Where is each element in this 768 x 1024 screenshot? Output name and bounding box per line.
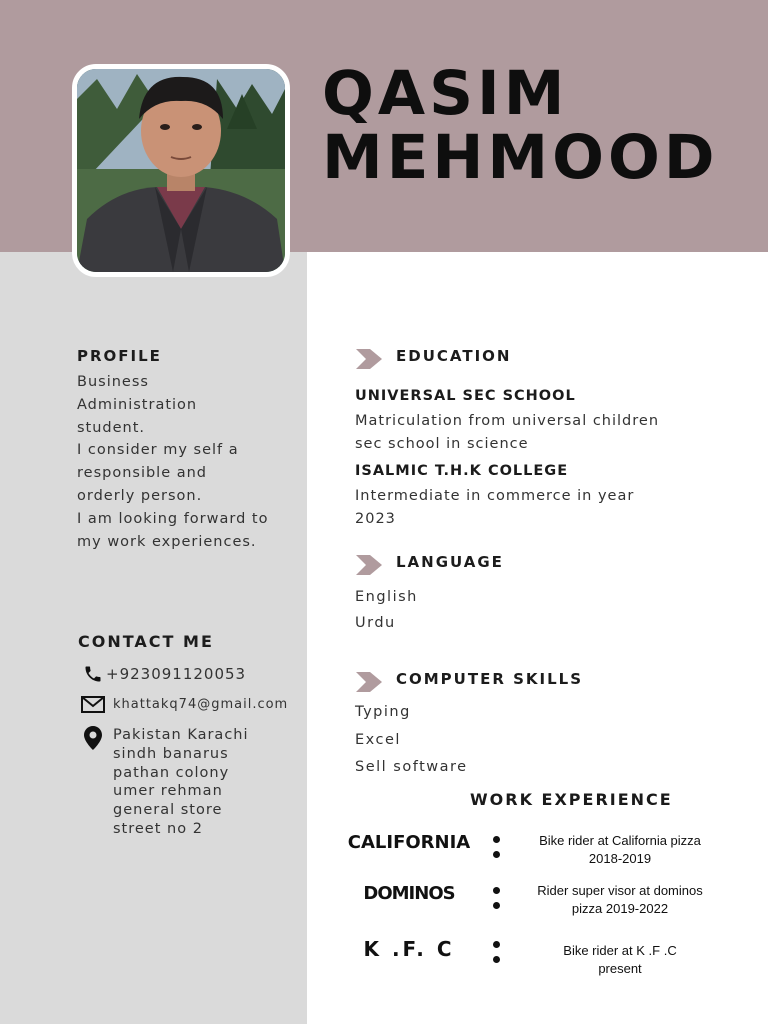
profile-line: my work experiences. bbox=[77, 533, 257, 550]
college-detail bbox=[355, 485, 634, 531]
separator-dots bbox=[493, 836, 501, 866]
address-line: sindh banarus bbox=[113, 745, 229, 762]
profile-photo bbox=[72, 64, 290, 277]
skill-item: Sell software bbox=[355, 759, 468, 775]
job-description-line: Bike rider at California pizza bbox=[539, 833, 701, 848]
computer-skills-heading: COMPUTER SKILLS bbox=[396, 670, 584, 688]
mail-icon bbox=[80, 696, 106, 713]
job-description bbox=[520, 942, 720, 978]
profile-heading: PROFILE bbox=[77, 347, 162, 365]
profile-line: orderly person. bbox=[77, 487, 203, 504]
separator-dots bbox=[493, 887, 501, 917]
profile-line: I consider my self a bbox=[77, 442, 239, 459]
contact-address bbox=[80, 726, 249, 839]
college-name: ISALMIC T.H.K COLLEGE bbox=[355, 463, 569, 479]
language-item: English bbox=[355, 589, 418, 605]
job-description-line: pizza 2019-2022 bbox=[571, 901, 669, 916]
school-detail-line: sec school in science bbox=[355, 435, 529, 452]
school-detail-line: Matriculation from universal children bbox=[355, 413, 660, 429]
email-address[interactable]: khattakq74@gmail.com bbox=[113, 697, 289, 712]
job-description-line: Rider super visor at dominos bbox=[537, 883, 703, 898]
separator-dots bbox=[493, 941, 501, 971]
employer-name: DOMINOS bbox=[363, 883, 455, 904]
school-detail bbox=[355, 410, 659, 456]
address-line: street no 2 bbox=[113, 820, 203, 837]
school-name: UNIVERSAL SEC SCHOOL bbox=[355, 388, 576, 404]
job-description-line: Bike rider at K .F .C bbox=[563, 943, 677, 958]
candidate-name bbox=[322, 58, 719, 193]
phone-icon bbox=[80, 664, 106, 684]
employer-name: K .F. C bbox=[363, 937, 455, 961]
employer-name: CALIFORNIA bbox=[347, 832, 471, 853]
location-pin-icon bbox=[80, 726, 106, 750]
address-line: Pakistan Karachi bbox=[113, 727, 249, 743]
education-heading: EDUCATION bbox=[396, 347, 512, 365]
first-name: QASIM bbox=[322, 58, 569, 129]
job-description bbox=[520, 832, 720, 868]
profile-line: Administration bbox=[77, 396, 198, 413]
profile-text bbox=[77, 371, 268, 553]
work-experience-heading: WORK EXPERIENCE bbox=[470, 790, 673, 809]
last-name: MEHMOOD bbox=[322, 122, 719, 193]
contact-phone bbox=[80, 664, 246, 684]
language-item: Urdu bbox=[355, 615, 396, 631]
chevron-arrow-icon bbox=[356, 555, 382, 575]
skill-item: Excel bbox=[355, 732, 401, 748]
address-line: pathan colony bbox=[113, 764, 230, 781]
profile-line: Business bbox=[77, 374, 149, 390]
language-heading: LANGUAGE bbox=[396, 553, 504, 571]
profile-line: student. bbox=[77, 419, 146, 436]
college-detail-line: Intermediate in commerce in year bbox=[355, 488, 635, 504]
address-line: general store bbox=[113, 802, 223, 819]
college-detail-line: 2023 bbox=[355, 510, 396, 527]
profile-line: I am looking forward to bbox=[77, 510, 269, 527]
contact-heading: CONTACT ME bbox=[78, 632, 214, 651]
phone-number[interactable]: +923091120053 bbox=[106, 665, 247, 683]
job-description bbox=[520, 882, 720, 918]
contact-email bbox=[80, 696, 288, 713]
chevron-arrow-icon bbox=[356, 672, 382, 692]
job-description-line: 2018-2019 bbox=[588, 851, 652, 866]
profile-line: responsible and bbox=[77, 465, 208, 482]
address-text bbox=[113, 726, 249, 839]
skill-item: Typing bbox=[355, 704, 411, 720]
chevron-arrow-icon bbox=[356, 349, 382, 369]
address-line: umer rehman bbox=[113, 783, 223, 800]
job-description-line: present bbox=[598, 961, 642, 976]
